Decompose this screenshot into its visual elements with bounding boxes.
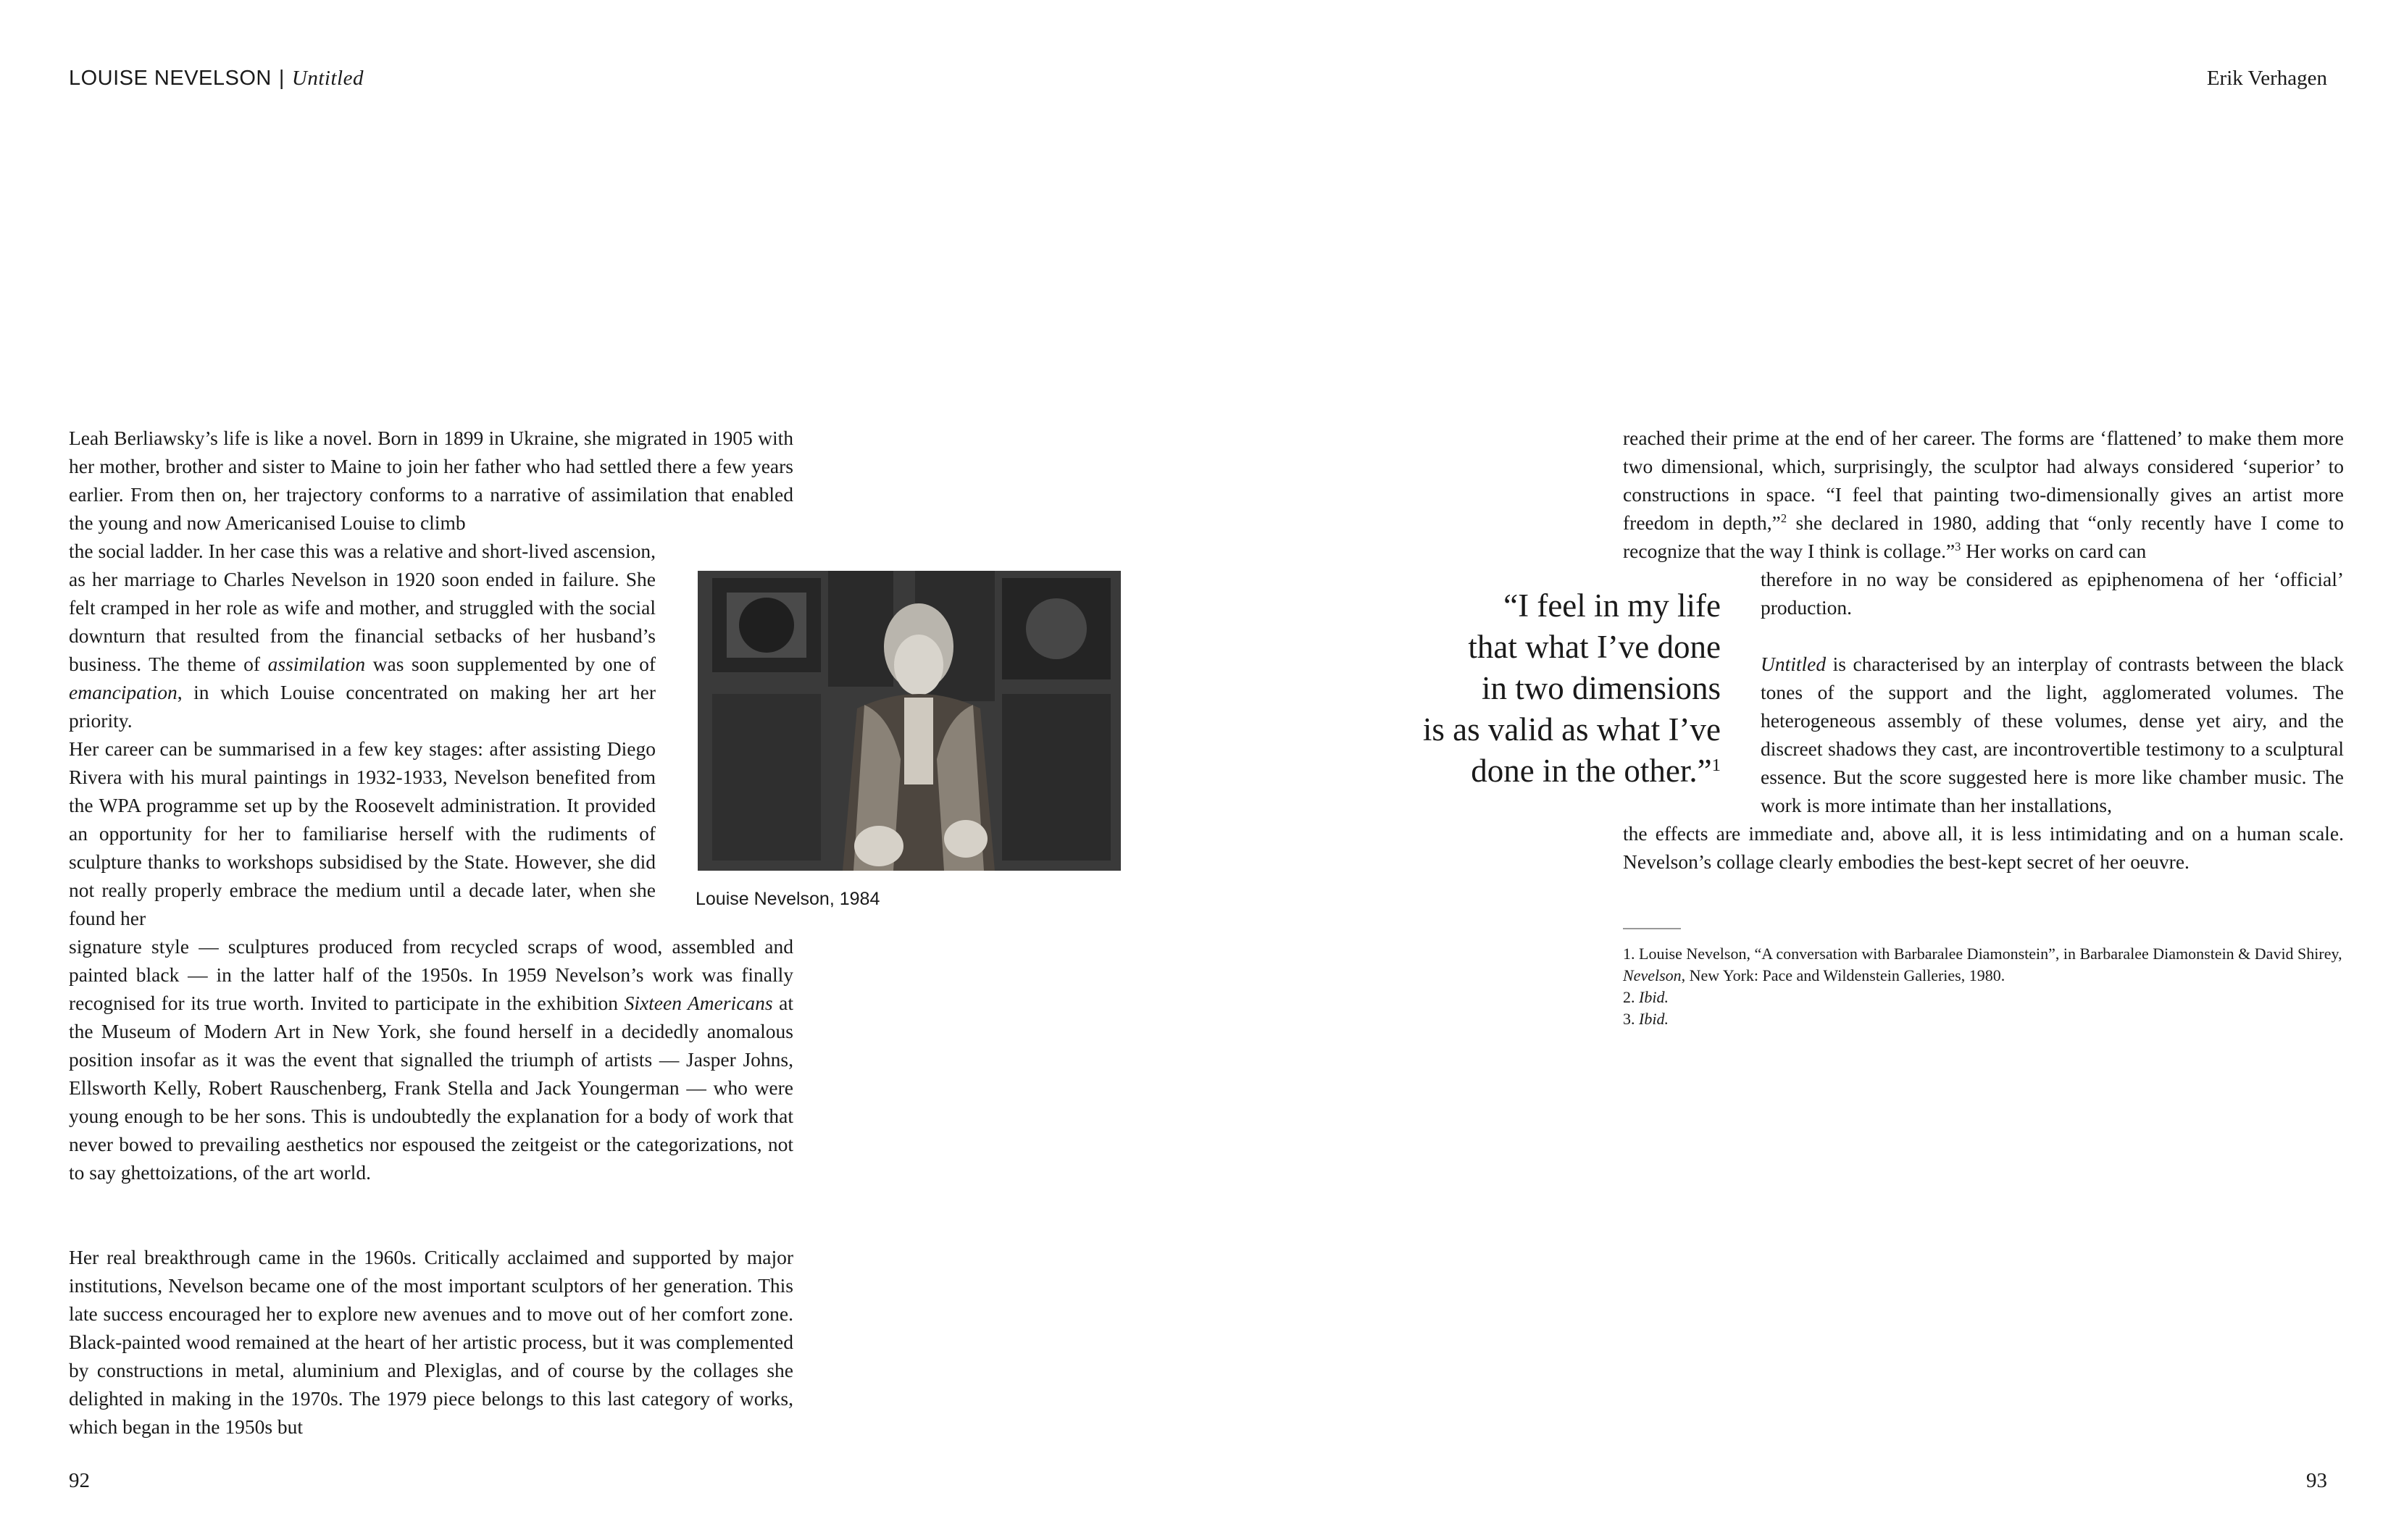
pull-quote-line: in two dimensions xyxy=(1481,670,1721,706)
running-header-left xyxy=(69,64,364,93)
left-paragraph-2-full: signature style — sculptures produced from recycled scraps of wood, assembled and painted black — in the latter half of the 1950s. In 1959 Nevelson’s work was finally recognised for its true worth. Invited to participate in the exhibition Sixteen Americans at the Museum of Modern Art in New York, she found herself in a decidedly anomalous position insofar as it was the event that signalled the triumph of artists — Jasper Johns, Ellsworth Kelly, Robert Rauschenberg, Frank Stella and Jack Youngerman — who were young enough to be her sons. This is undoubtedly the explanation for a body of work that never bowed to prevailing aesthetics nor espoused the zeitgeist or the categorizations, not to say ghettoizations, of the art world. xyxy=(69,935,793,1184)
footnote-3: 3. Ibid. xyxy=(1623,1010,1669,1028)
right-paragraph-1-narrow: therefore in no way be considered as epiphenomena of her ‘official’ production. xyxy=(1761,568,2344,619)
pull-quote xyxy=(1377,585,1721,792)
header-artist: LOUISE NEVELSON xyxy=(69,67,272,90)
header-separator: | xyxy=(278,67,285,90)
artist-photo-illustration xyxy=(698,571,1121,871)
footnote-divider xyxy=(1623,928,1681,929)
header-work-title: Untitled xyxy=(291,67,364,90)
page-number-right: 93 xyxy=(2306,1469,2327,1492)
photo-caption: Louise Nevelson, 1984 xyxy=(696,889,880,909)
right-paragraph-2-full: the effects are immediate and, above all, it is less intimidating and on a human scale. Nevelson’s collage clearly embodies the best-kept secret of her oeuvre. xyxy=(1623,822,2344,873)
page-number-left: 92 xyxy=(69,1469,90,1492)
left-paragraph-1-narrow: the social ladder. In her case this was a relative and short-lived ascension, as her marriage to Charles Nevelson in 1920 soon ended in failure. She felt cramped in her role as wife and mother, and struggled with the social downturn that resulted from the financial setbacks of her husband’s business. The theme of assimilation was soon supplemented by one of emancipation, in which Louise concentrated on making her art her priority. xyxy=(69,540,656,732)
pull-quote-line: “I feel in my life xyxy=(1503,587,1721,624)
pull-quote-note-ref: 1 xyxy=(1711,756,1721,776)
left-paragraph-2-narrow: Her career can be summarised in a few key stages: after assisting Diego Rivera with his mural paintings in 1932-1933, Nevelson benefited from the WPA programme set up by the Roosevelt administration. It provided an opportunity for her to familiarise herself with the rudiments of sculpture thanks to workshops subsidised by the State. However, she did not really properly embrace the medium until a decade later, when she found her xyxy=(69,737,656,929)
pull-quote-line: that what I’ve done xyxy=(1468,629,1721,665)
left-paragraph-1-full: Leah Berliawsky’s life is like a novel. Born in 1899 in Ukraine, she migrated in 1905 with her mother, brother and sister to Maine to join her father who had settled there a few years earlier. From then on, her trajectory conforms to a narrative of assimilation that enabled the young and now Americanised Louise to climb xyxy=(69,427,793,534)
pull-quote-line: is as valid as what I’ve xyxy=(1422,711,1721,748)
right-paragraph-2-narrow: Untitled is characterised by an interplay of contrasts between the black tones of the support and the light, agglomerated volumes. The heterogeneous assembly of these volumes, dense yet airy, and the discreet shadows they cast, are incontrovertible testimony to a sculptural essence. But the score suggested here is more like chamber music. The work is more intimate than her installations, xyxy=(1761,653,2344,816)
pull-quote-line: done in the other.”$^1$ xyxy=(1471,753,1721,789)
footnotes xyxy=(1623,943,2344,1030)
artist-photo xyxy=(698,571,1121,871)
right-paragraph-1-full: reached their prime at the end of her career. The forms are ‘flattened’ to make them more two dimensional, which, surprisingly, the sculptor had always considered ‘superior’ to constructions in space. “I feel that painting two-dimensionally gives an artist more freedom in depth,”$^2$ she declared in 1980, adding that “only recently have I come to recognize that the way I think is collage.”$^3$ Her works on card can xyxy=(1623,427,2345,562)
left-paragraph-3: Her real breakthrough came in the 1960s. Critically acclaimed and supported by major institutions, Nevelson became one of the most important sculptors of her generation. This late success encouraged her to explore new avenues and to move out of her comfort zone. Black-painted wood remained at the heart of her artistic process, but it was complemented by constructions in metal, aluminium and Plexiglas, and of course by the collages she delighted in making in the 1970s. The 1979 piece belongs to this last category of works, which began in the 1950s but xyxy=(69,1246,793,1438)
footnote-2: 2. Ibid. xyxy=(1623,988,1669,1006)
footnote-1: 1. Louise Nevelson, “A conversation with Barbaralee Diamonstein”, in Barbaralee Diamonstein & David Shirey, Nevelson, New York: Pace and Wildenstein Galleries, 1980. xyxy=(1623,945,2342,984)
header-author: Erik Verhagen xyxy=(2206,67,2327,90)
